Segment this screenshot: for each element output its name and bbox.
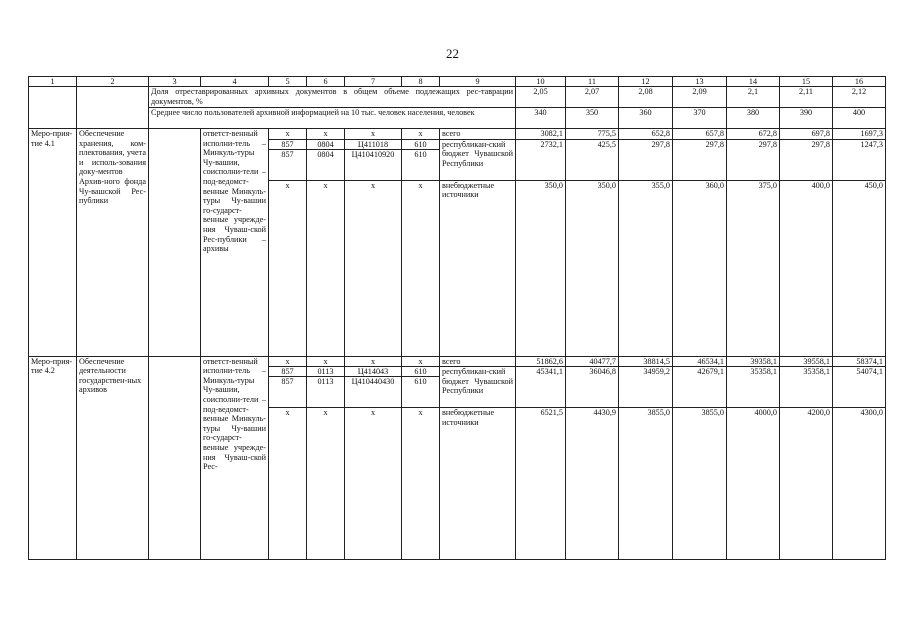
- col-header: 3: [149, 77, 201, 87]
- value-cell: 4300,0: [833, 408, 886, 560]
- indicator-value: 2,1: [727, 87, 780, 108]
- value-cell: 297,8: [619, 139, 673, 180]
- cell-section: 857: [281, 149, 294, 159]
- col-header: 2: [77, 77, 149, 87]
- cell-type: x: [402, 129, 440, 140]
- value-cell: 51862,6: [516, 356, 566, 367]
- indicator-value: 2,08: [619, 87, 673, 108]
- col-header: 16: [833, 77, 886, 87]
- cell-type: x: [402, 408, 440, 560]
- col-header: 14: [727, 77, 780, 87]
- value-cell: 4000,0: [727, 408, 780, 560]
- funding-source: всего: [440, 129, 516, 140]
- cell-type: 610: [402, 367, 439, 377]
- indicator-row: [29, 87, 886, 108]
- cell-type: 610: [414, 149, 427, 159]
- value-cell: 2732,1: [516, 139, 566, 180]
- value-cell: 46534,1: [673, 356, 727, 367]
- indicator-value: 2,12: [833, 87, 886, 108]
- value-cell: 355,0: [619, 180, 673, 356]
- value-cell: 672,8: [727, 129, 780, 140]
- value-cell: 1247,3: [833, 139, 886, 180]
- indicator-value: 380: [727, 108, 780, 129]
- cell-target: Ц411018: [345, 140, 401, 150]
- event-code: Меро-прия-тие 4.2: [29, 356, 77, 560]
- indicator-value: 340: [516, 108, 566, 129]
- event-row-total: [29, 129, 886, 140]
- col-header: 8: [402, 77, 440, 87]
- event-code: Меро-прия-тие 4.1: [29, 129, 77, 357]
- cell-subsection: x: [307, 356, 345, 367]
- value-cell: 360,0: [673, 180, 727, 356]
- value-cell: 4200,0: [780, 408, 833, 560]
- value-cell: 3855,0: [673, 408, 727, 560]
- cell-target: x: [345, 180, 402, 356]
- indicator-value: 370: [673, 108, 727, 129]
- value-cell: 652,8: [619, 129, 673, 140]
- value-cell: 375,0: [727, 180, 780, 356]
- value-cell: 35358,1: [780, 367, 833, 408]
- col-header: 11: [566, 77, 619, 87]
- col-header: 9: [440, 77, 516, 87]
- event-executor: ответст-венный исполни-тель – Минкуль-туры Чу-вашии, соисполни-тели – под-ведомст-венные Минкуль-туры Чу-вашии го-сударст-венные учрежде-ния Чуваш-ской Рес-: [201, 356, 269, 560]
- cell-type: x: [402, 356, 440, 367]
- cell-section: 857: [281, 377, 294, 387]
- value-cell: 297,8: [673, 139, 727, 180]
- col-header: 4: [201, 77, 269, 87]
- value-cell: 38814,5: [619, 356, 673, 367]
- value-cell: 58374,1: [833, 356, 886, 367]
- indicator-value: 2,11: [780, 87, 833, 108]
- cell-type: x: [402, 180, 440, 356]
- indicator-value: 2,09: [673, 87, 727, 108]
- column-number-row: [29, 77, 886, 87]
- value-cell: 6521,5: [516, 408, 566, 560]
- value-cell: 42679,1: [673, 367, 727, 408]
- cell-target: Ц414043: [345, 367, 401, 377]
- cell-target: x: [345, 129, 402, 140]
- value-cell: 697,8: [780, 129, 833, 140]
- event-name: Обеспечение хранения, ком-плектования, учета и исполь-зования доку-ментов Архив-ного фонда Чу-вашской Рес-публики: [77, 129, 149, 357]
- cell-target: x: [345, 356, 402, 367]
- cell-subsection: 0113: [307, 367, 344, 377]
- value-cell: 3082,1: [516, 129, 566, 140]
- indicator-value: 390: [780, 108, 833, 129]
- value-cell: 3855,0: [619, 408, 673, 560]
- cell-section: x: [269, 180, 307, 356]
- value-cell: 425,5: [566, 139, 619, 180]
- funding-source: внебюджетные источники: [440, 180, 516, 356]
- cell-target: Ц410440430: [351, 377, 395, 387]
- col-header: 1: [29, 77, 77, 87]
- col-header: 5: [269, 77, 307, 87]
- cell-subsection: x: [307, 129, 345, 140]
- value-cell: 657,8: [673, 129, 727, 140]
- cell-subsection: x: [307, 408, 345, 560]
- value-cell: 34959,2: [619, 367, 673, 408]
- value-cell: 39558,1: [780, 356, 833, 367]
- col-header: 10: [516, 77, 566, 87]
- value-cell: 39358,1: [727, 356, 780, 367]
- col-header: 6: [307, 77, 345, 87]
- indicator-label: Доля отреставрированных архивных документов в общем объеме подлежащих рес-таврации документов, %: [149, 87, 516, 108]
- value-cell: 297,8: [780, 139, 833, 180]
- col-header: 15: [780, 77, 833, 87]
- value-cell: 4430,9: [566, 408, 619, 560]
- funding-source: республикан-ский бюджет Чувашской Республики: [440, 367, 516, 408]
- value-cell: 54074,1: [833, 367, 886, 408]
- cell-section: x: [269, 129, 307, 140]
- event-row-total: [29, 356, 886, 367]
- event-executor: ответст-венный исполни-тель – Минкуль-туры Чу-вашии, соисполни-тели – под-ведомст-венные Минкуль-туры Чу-вашии го-сударст-венные учрежде-ния Чуваш-ской Рес-публики – архивы: [201, 129, 269, 357]
- cell-section: 857: [269, 367, 306, 377]
- value-cell: 40477,7: [566, 356, 619, 367]
- indicator-value: 360: [619, 108, 673, 129]
- program-table: [28, 76, 886, 560]
- indicator-value: 400: [833, 108, 886, 129]
- cell-section: x: [269, 408, 307, 560]
- event-name: Обеспечение деятельности государствен-ных архивов: [77, 356, 149, 560]
- cell-target: x: [345, 408, 402, 560]
- value-cell: 400,0: [780, 180, 833, 356]
- indicator-value: 2,07: [566, 87, 619, 108]
- page-number: 22: [446, 46, 459, 61]
- value-cell: 36046,8: [566, 367, 619, 408]
- indicator-value: 350: [566, 108, 619, 129]
- value-cell: 35358,1: [727, 367, 780, 408]
- cell-subsection: 0804: [317, 149, 334, 159]
- value-cell: 1697,3: [833, 129, 886, 140]
- cell-section: x: [269, 356, 307, 367]
- cell-subsection: 0113: [317, 377, 334, 387]
- funding-source: республикан-ский бюджет Чувашской Республики: [440, 139, 516, 180]
- indicator-value: 2,05: [516, 87, 566, 108]
- indicator-row: [29, 108, 886, 129]
- value-cell: 450,0: [833, 180, 886, 356]
- cell-section: 857: [269, 140, 306, 150]
- value-cell: 775,5: [566, 129, 619, 140]
- funding-source: всего: [440, 356, 516, 367]
- value-cell: 350,0: [566, 180, 619, 356]
- col-header: 7: [345, 77, 402, 87]
- indicator-label: Среднее число пользователей архивной информацией на 10 тыс. человек населения, человек: [149, 108, 516, 129]
- cell-type: 610: [402, 140, 439, 150]
- funding-source: внебюджетные источники: [440, 408, 516, 560]
- value-cell: 350,0: [516, 180, 566, 356]
- col-header: 13: [673, 77, 727, 87]
- value-cell: 297,8: [727, 139, 780, 180]
- cell-type: 610: [414, 377, 427, 387]
- col-header: 12: [619, 77, 673, 87]
- cell-subsection: x: [307, 180, 345, 356]
- value-cell: 45341,1: [516, 367, 566, 408]
- cell-subsection: 0804: [307, 140, 344, 150]
- cell-target: Ц410410920: [351, 149, 395, 159]
